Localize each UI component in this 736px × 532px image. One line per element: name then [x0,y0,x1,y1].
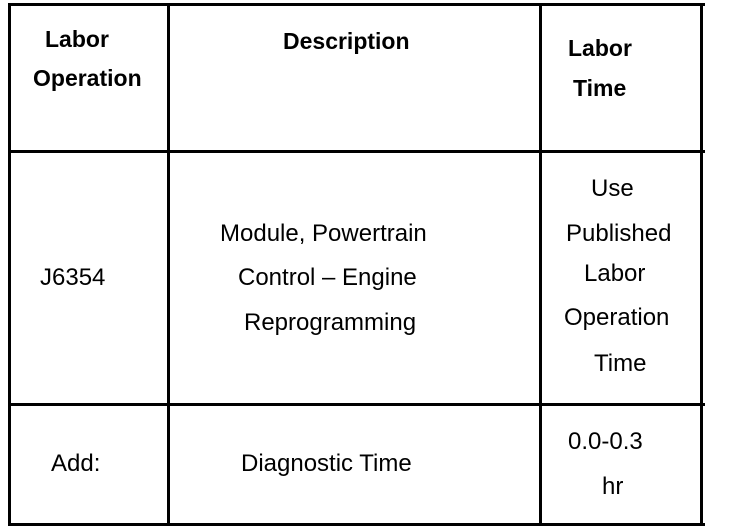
table-border-top [8,3,705,6]
header-description: Description [283,28,410,54]
row1-description-line2: Control – Engine [238,264,417,291]
row2-labor-time-line1: 0.0-0.3 [568,428,643,455]
header-labor-operation-line2: Operation [33,65,142,91]
header-labor-time-line1: Labor [568,35,632,61]
header-labor-time-line2: Time [573,75,627,101]
row1-labor-time-line2: Published [566,220,672,247]
table-border-bottom [8,523,705,526]
header-divider [8,150,705,153]
column-divider-2 [539,3,542,526]
row1-description-line1: Module, Powertrain [220,220,427,247]
labor-operation-table [8,3,705,526]
row2-labor-operation: Add: [51,450,101,477]
table-border-left [8,3,11,526]
row1-labor-time-line3: Labor [584,260,646,287]
row-divider [8,403,705,406]
row2-description: Diagnostic Time [241,450,412,477]
row1-labor-operation: J6354 [40,264,106,291]
table-border-right [700,3,703,526]
row2-labor-time-line2: hr [602,473,624,500]
row1-description-line3: Reprogramming [244,309,417,336]
column-divider-1 [167,3,170,526]
row1-labor-time-line5: Time [594,350,647,377]
row1-labor-time-line4: Operation [564,304,670,331]
row1-labor-time-line1: Use [591,175,634,202]
header-labor-operation-line1: Labor [45,26,109,52]
